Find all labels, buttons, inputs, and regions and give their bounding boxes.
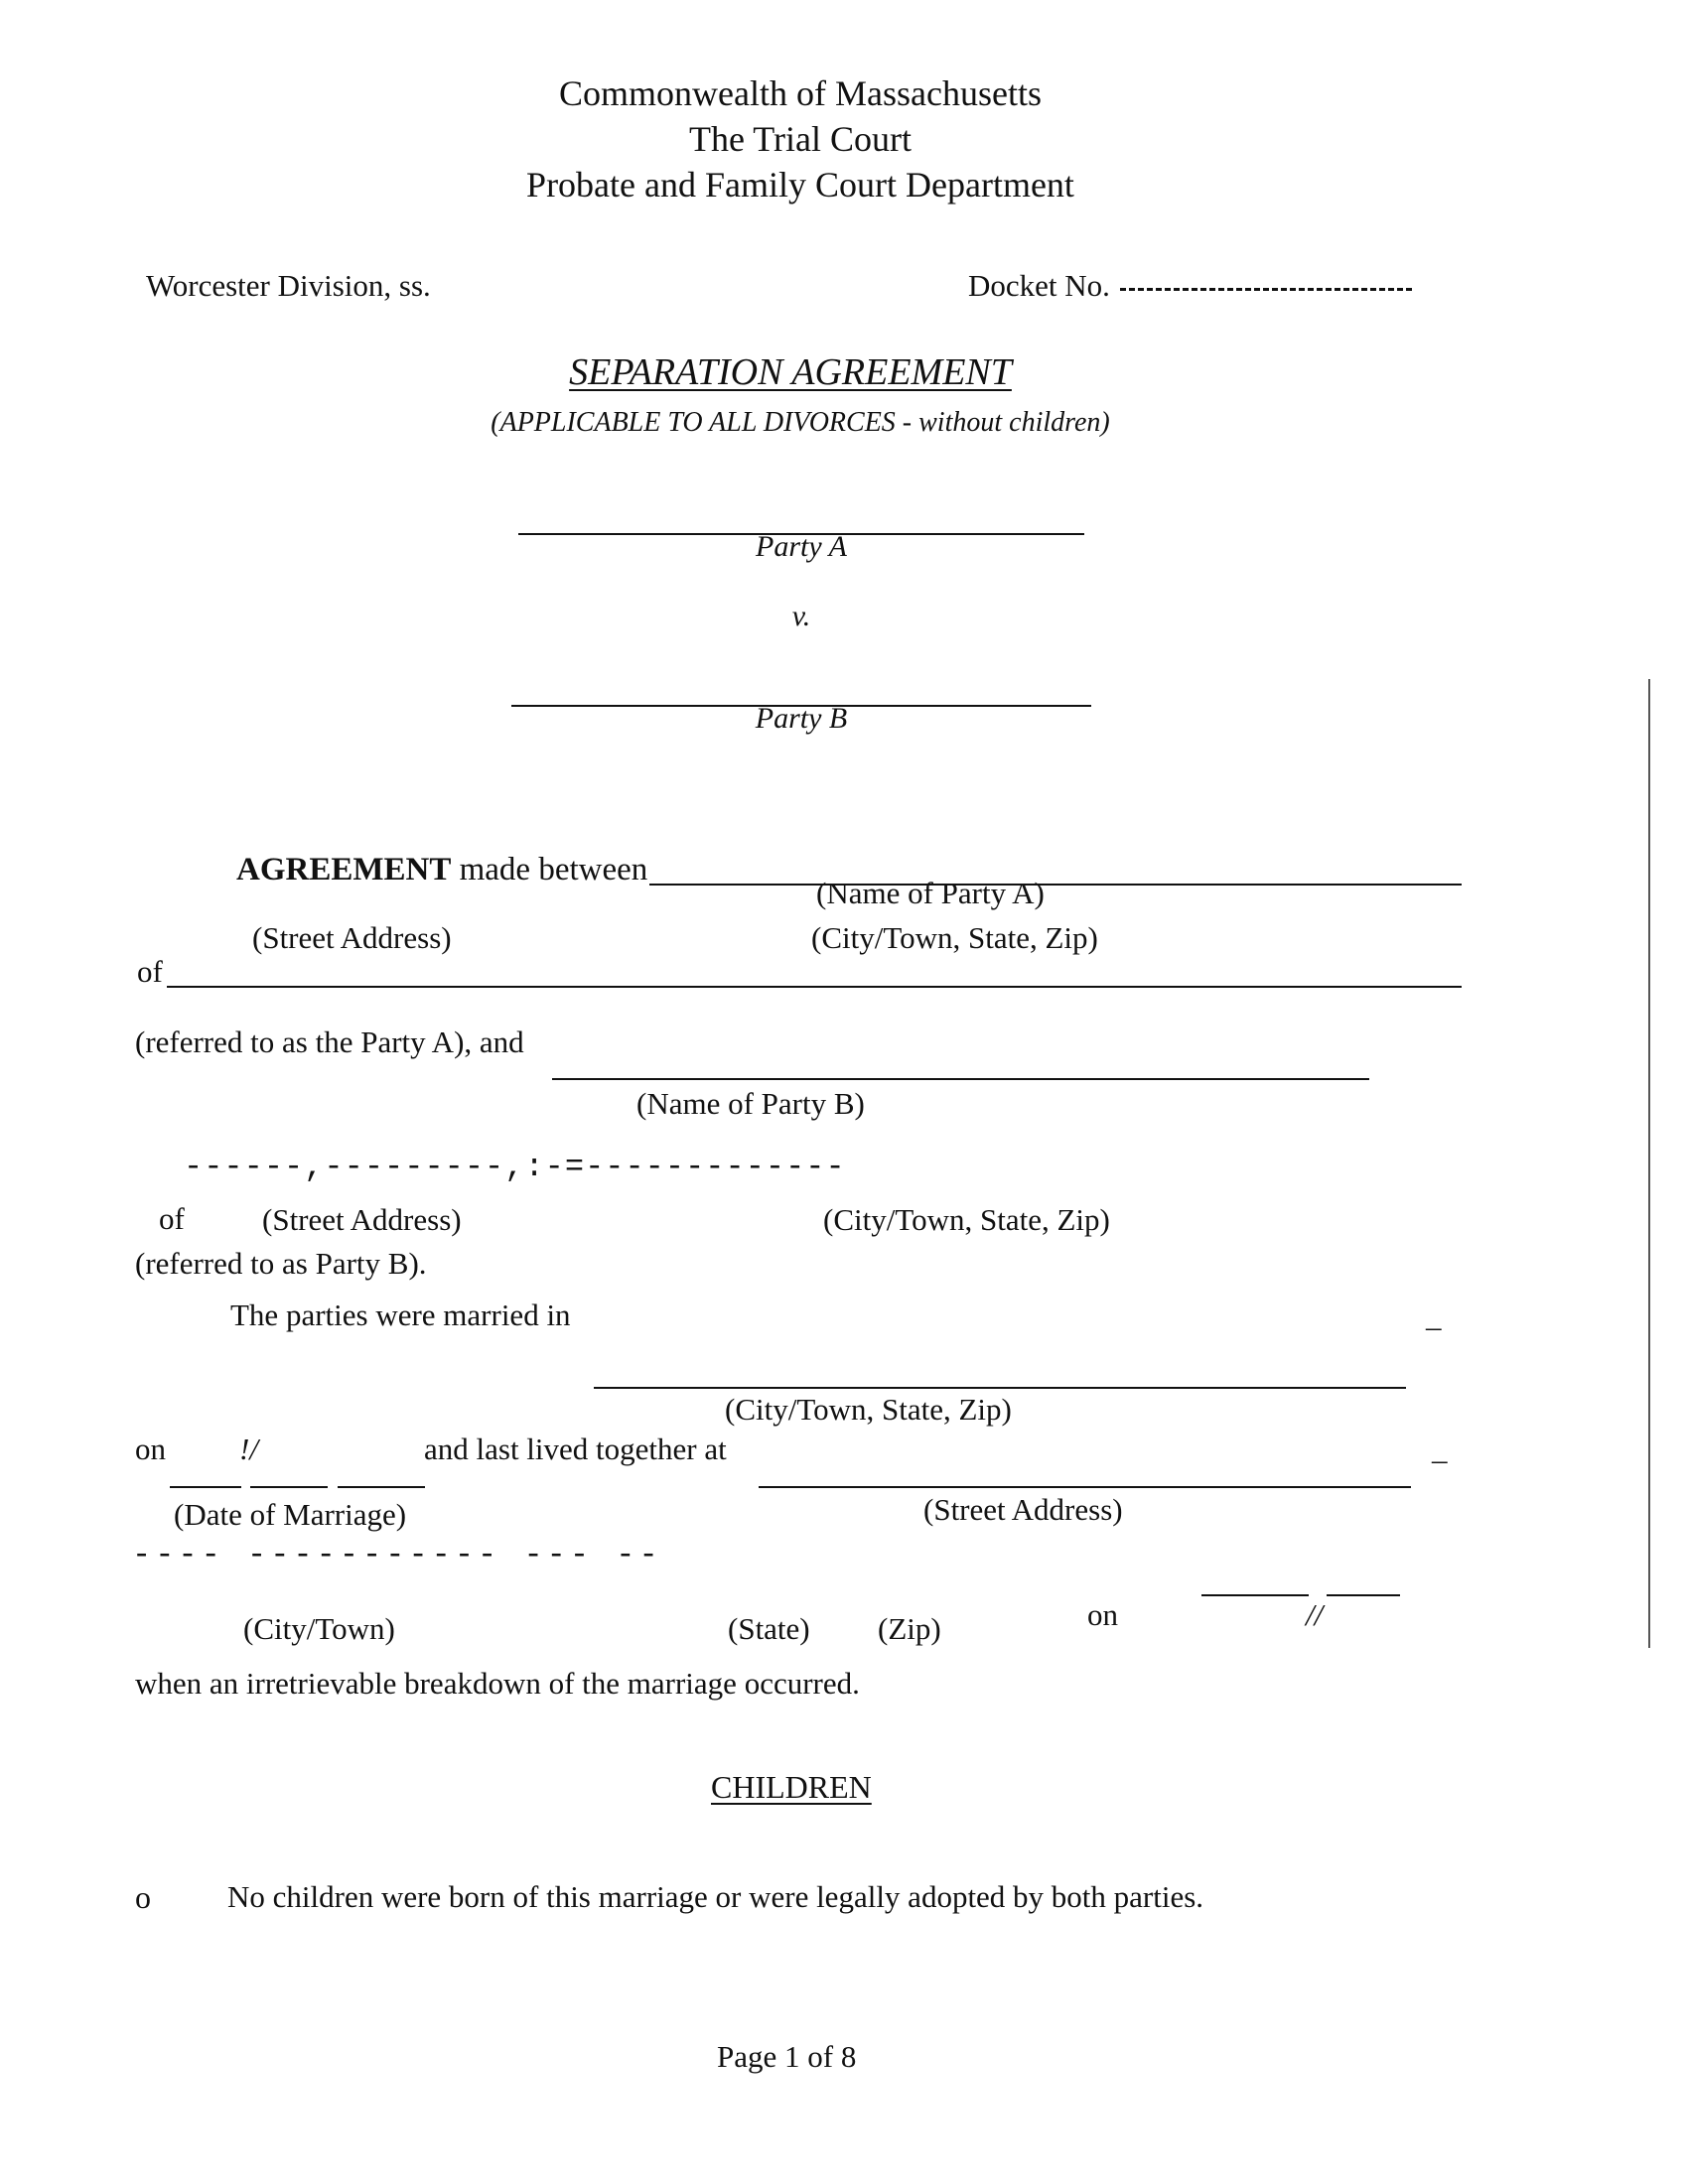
- party-a-name-field[interactable]: [649, 884, 1462, 886]
- name-of-party-b-label: (Name of Party B): [636, 1086, 865, 1121]
- last-address-street-field[interactable]: [759, 1486, 1411, 1488]
- court-name-line1: Commonwealth of Massachusetts: [559, 73, 1042, 113]
- marriage-year-field[interactable]: [338, 1486, 425, 1488]
- last-address-street-label: (Street Address): [923, 1492, 1123, 1527]
- docket-number-field[interactable]: [1120, 288, 1412, 291]
- marriage-city-state-zip-label: (City/Town, State, Zip): [725, 1392, 1012, 1427]
- street-address-label-a: (Street Address): [252, 920, 452, 955]
- docket-label: Docket No.: [968, 268, 1110, 303]
- city-state-zip-label-b: (City/Town, State, Zip): [823, 1202, 1110, 1237]
- marriage-place-field[interactable]: [594, 1387, 1406, 1389]
- last-lived-text: and last lived together at: [424, 1432, 727, 1466]
- no-children-statement: No children were born of this marriage or were legally adopted by both parties.: [227, 1879, 1204, 1914]
- versus-label: v.: [791, 600, 811, 632]
- court-name-line2: The Trial Court: [688, 119, 912, 159]
- zip-label: (Zip): [878, 1611, 941, 1646]
- breakdown-month-field[interactable]: [1201, 1594, 1309, 1596]
- page-number: Page 1 of 8: [717, 2039, 857, 2074]
- marriage-day-field[interactable]: [250, 1486, 328, 1488]
- date-slashes-2: //: [1306, 1597, 1324, 1632]
- party-b-caption-label: Party B: [755, 702, 848, 735]
- scan-edge-line: [1648, 679, 1650, 1648]
- on-label-2: on: [1087, 1597, 1118, 1632]
- of-label-a: of: [137, 954, 163, 989]
- of-label-b: of: [159, 1201, 185, 1236]
- court-name-line3: Probate and Family Court Department: [526, 165, 1074, 205]
- party-b-address-dash-line[interactable]: ------,---------,:-=-------------: [184, 1149, 846, 1185]
- trailing-mark-1: _: [1426, 1298, 1442, 1333]
- name-of-party-a-label: (Name of Party A): [816, 876, 1045, 910]
- agreement-intro-rest: made between: [451, 852, 648, 887]
- division-label: Worcester Division, ss.: [146, 268, 431, 303]
- date-slashes-1: !/: [239, 1432, 258, 1466]
- city-town-label: (City/Town): [243, 1611, 395, 1646]
- document-subtitle: (APPLICABLE TO ALL DIVORCES - without children): [491, 407, 1110, 438]
- last-address-dash-fields[interactable]: ---- ----------- --- --: [132, 1537, 662, 1573]
- city-state-zip-label-a: (City/Town, State, Zip): [811, 920, 1098, 955]
- no-children-checkbox[interactable]: o: [135, 1879, 151, 1915]
- party-b-name-field[interactable]: [552, 1078, 1369, 1080]
- children-heading: CHILDREN: [711, 1769, 872, 1805]
- date-of-marriage-label: (Date of Marriage): [174, 1497, 407, 1532]
- agreement-bold-word: AGREEMENT: [236, 852, 452, 887]
- breakdown-day-field[interactable]: [1327, 1594, 1400, 1596]
- referred-party-a-text: (referred to as the Party A), and: [135, 1024, 524, 1059]
- street-address-label-b: (Street Address): [262, 1202, 462, 1237]
- state-label: (State): [728, 1611, 810, 1646]
- document-title: SEPARATION AGREEMENT: [569, 351, 1012, 393]
- party-a-address-field[interactable]: [167, 986, 1462, 988]
- party-a-caption-label: Party A: [756, 530, 847, 563]
- on-label-1: on: [135, 1432, 166, 1466]
- breakdown-text: when an irretrievable breakdown of the marriage occurred.: [135, 1666, 860, 1701]
- trailing-mark-2: _: [1432, 1432, 1448, 1466]
- agreement-intro: [236, 854, 647, 887]
- married-in-text: The parties were married in: [230, 1297, 571, 1332]
- referred-party-b-text: (referred to as Party B).: [135, 1246, 427, 1281]
- marriage-month-field[interactable]: [170, 1486, 241, 1488]
